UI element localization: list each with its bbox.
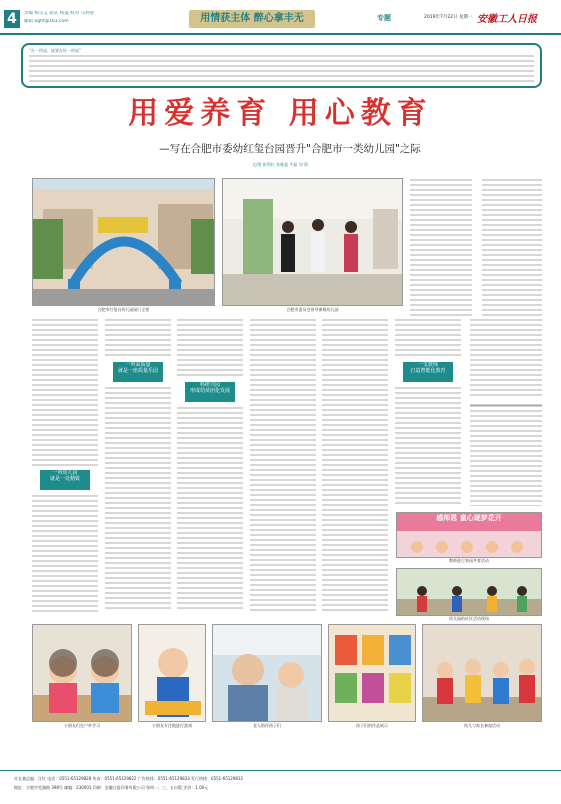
photo-caption: 幼儿与家长参加活动 [464, 723, 500, 728]
banner-text: 感师恩 童心逐梦花开 [436, 514, 502, 522]
intro-box [21, 43, 542, 88]
intro-lead: "办一所园，就要办好一所园" [29, 48, 81, 53]
article-column [250, 318, 316, 612]
artwork-display-photo [328, 624, 416, 722]
footer-rule [0, 770, 561, 771]
article-column [395, 386, 461, 506]
visiting-officials-photo [222, 178, 403, 306]
photo-caption: 合肥市红玺台幼儿园园门全景 [97, 307, 150, 312]
article-column [322, 318, 388, 612]
byline: 文/图 崔利红 张雁超 牛磊 刘 莉 [252, 162, 308, 167]
photo-caption: 小朋友们在户外学习 [64, 723, 100, 728]
article-column [470, 318, 542, 398]
article-column [105, 318, 171, 358]
photo-caption: 幼儿园的社区活动现场 [449, 616, 489, 621]
page-number: 4 [4, 10, 20, 28]
article-column [177, 318, 243, 378]
photo-caption: 小朋友专注地进行游戏 [152, 723, 192, 728]
article-column [32, 494, 98, 612]
article-column [105, 386, 171, 612]
kindergarten-gate-photo [32, 178, 215, 306]
section-subhead: 一支教师 打造智能化教育 [403, 362, 453, 382]
elder-with-children-photo [212, 624, 322, 722]
section-subhead: 一所幼儿园 就是一处精致 [40, 470, 90, 490]
children-learning-photo [32, 624, 132, 722]
header-rule [0, 33, 561, 35]
headline: 用爱养育 用心教育 [128, 96, 433, 131]
parent-child-activity-photo [422, 624, 542, 722]
paper-name: 安徽工人日报 [477, 14, 537, 25]
section-label: 专题 [377, 14, 391, 22]
photo-caption: 教师进行家园共育活动 [449, 558, 489, 563]
section-subhead: 科研兴园 形成幼苗团化发展 [185, 382, 235, 402]
article-column [177, 406, 243, 612]
section-subhead: 一所高质量 就是一座质量乐园 [113, 362, 163, 382]
photo-caption: 合肥市委员会领导参观幼儿园 [286, 307, 339, 312]
editor-line: 责编 杨宗艾 版式 杨曼 校对 马利春 [24, 11, 95, 16]
article-column [482, 178, 542, 318]
publish-date: 2019年7月22日 星期一 [424, 15, 473, 20]
community-activity-photo [396, 568, 542, 616]
article-column [410, 178, 472, 318]
child-playing-photo [138, 624, 206, 722]
photo-caption: 孩子们的作品展示 [356, 723, 388, 728]
footer-line: 社长兼总编：汪红 电话：0551-65129828 传真：0551-65129822 广告热线：0551-65129833 发行热线：0551-65129812 [14, 776, 244, 781]
email-line: 邮箱 aghf@163.com [24, 19, 69, 24]
intro-text [29, 54, 534, 85]
article-column [470, 404, 542, 506]
article-column [32, 318, 98, 468]
slogan-text: 用情获主体 醉心拿丰无 [200, 13, 304, 24]
article-column [395, 318, 461, 358]
subheadline: —写在合肥市委幼红玺台园晋升"合肥市一类幼儿园"之际 [159, 143, 421, 155]
photo-caption: 老人陪伴孩子们 [253, 723, 281, 728]
footer-line: 地址：合肥市芜湖路 398号 邮编：230001 印刷：安徽日报印务有限公司 每周一、三、五出版 定价：1.00元 [14, 785, 209, 790]
